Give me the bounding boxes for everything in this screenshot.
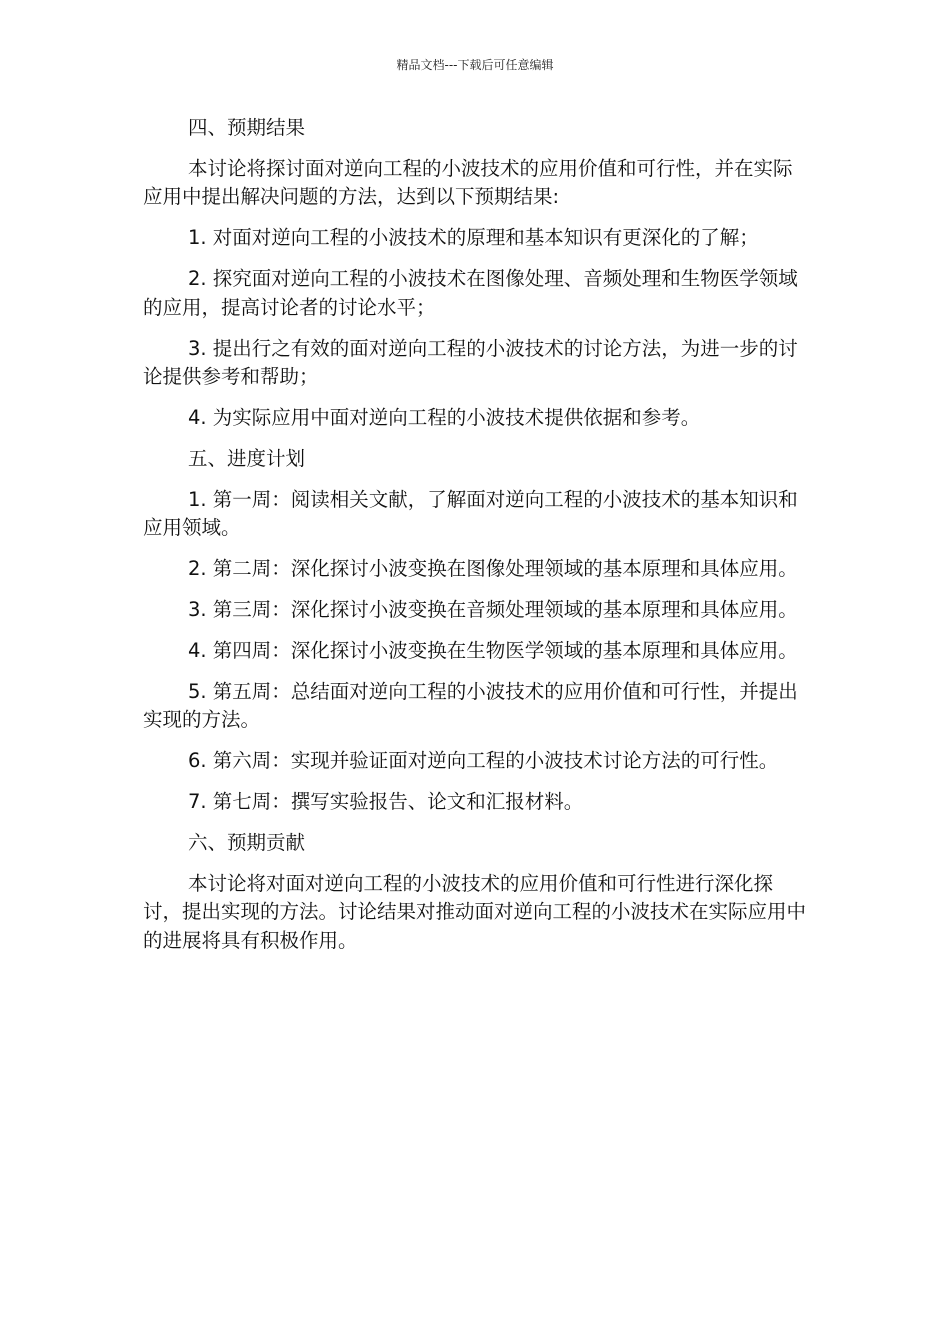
list-item-result-1: 1. 对面对逆向工程的小波技术的原理和基本知识有更深化的了解； [188, 226, 759, 250]
page-header: 精品文档---下载后可任意编辑 [396, 58, 554, 72]
paragraph-intro: 本讨论将探讨面对逆向工程的小波技术的应用价值和可行性，并在实际应用中提出解决问题的方法，达到以下预期结果: [143, 156, 793, 209]
list-item-week-2: 2. 第二周：深化探讨小波变换在图像处理领域的基本原理和具体应用。 [188, 557, 798, 581]
section-heading-schedule: 五、进度计划 [188, 446, 306, 470]
paragraph-contributions: 本讨论将对面对逆向工程的小波技术的应用价值和可行性进行深化探讨，提出实现的方法。讨论结果对推动面对逆向工程的小波技术在实际应用中的进展将具有积极作用。 [143, 871, 807, 952]
list-item-result-2: 2. 探究面对逆向工程的小波技术在图像处理、音频处理和生物医学领域的应用，提高讨论者的讨论水平； [143, 267, 798, 319]
list-item-week-3: 3. 第三周：深化探讨小波变换在音频处理领域的基本原理和具体应用。 [188, 598, 798, 622]
section-heading-expected-results: 四、预期结果 [188, 116, 306, 139]
document-body [143, 114, 809, 968]
list-item-week-5: 5. 第五周：总结面对逆向工程的小波技术的应用价值和可行性，并提出实现的方法。 [143, 679, 798, 732]
list-item-week-1: 1. 第一周：阅读相关文献，了解面对逆向工程的小波技术的基本知识和应用领域。 [143, 487, 798, 540]
list-item-week-4: 4. 第四周：深化探讨小波变换在生物医学领域的基本原理和具体应用。 [188, 638, 798, 662]
list-item-week-7: 7. 第七周：撰写实验报告、论文和汇报材料。 [188, 790, 584, 814]
list-item-result-3: 3. 提出行之有效的面对逆向工程的小波技术的讨论方法，为进一步的讨论提供参考和帮助； [143, 336, 798, 389]
section-heading-contributions: 六、预期贡献 [188, 830, 306, 854]
list-item-result-4: 4. 为实际应用中面对逆向工程的小波技术提供依据和参考。 [188, 405, 701, 429]
list-item-week-6: 6. 第六周：实现并验证面对逆向工程的小波技术讨论方法的可行性。 [188, 749, 779, 773]
